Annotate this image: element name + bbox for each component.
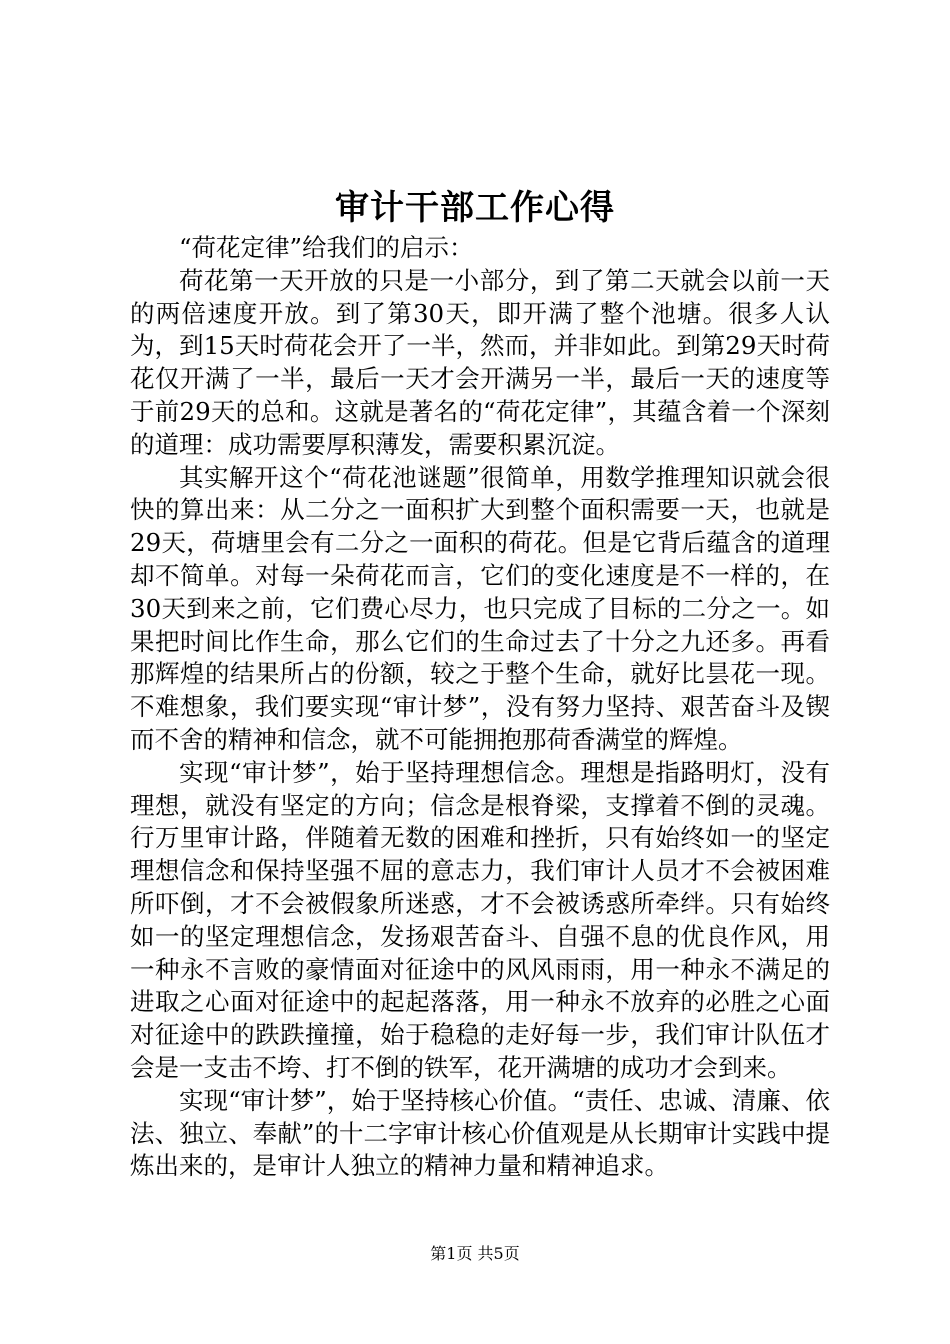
page-number-footer: 第1页 共5页 <box>430 1244 520 1263</box>
paragraph-lotus-puzzle: 其实解开这个“荷花池谜题”很简单，用数学推理知识就会很快的算出来：从二分之一面积扩大到整个面积需要一天，也就是29天，荷塘里会有二分之一面积的荷花。但是它背后蕴含的道理却不简单。对每一朵荷花而言，它们的变化速度是不一样的，在30天到来之前，它们费心尽力，也只完成了目标的二分之一。如果把时间比作生命，那么它们的生命过去了十分之九还多。再看那辉煌的结果所占的份额，较之于整个生命，就好比昙花一现。不难想象，我们要实现“审计梦”，没有努力坚持、艰苦奋斗及锲而不舍的精神和信念，就不可能拥抱那荷香满堂的辉煌。 <box>130 462 830 754</box>
document-title: 审计干部工作心得 <box>335 188 615 228</box>
document-body <box>130 232 830 1183</box>
paragraph-core-values: 实现“审计梦”，始于坚持核心价值。“责任、忠诚、清廉、依法、独立、奉献”的十二字审计核心价值观是从长期审计实践中提炼出来的，是审计人独立的精神力量和精神追求。 <box>130 1085 830 1181</box>
paragraph-lotus-law: 荷花第一天开放的只是一小部分，到了第二天就会以前一天的两倍速度开放。到了第30天，即开满了整个池塘。很多人认为，到15天时荷花会开了一半，然而，并非如此。到第29天时荷花仅开满了一半，最后一天才会开满另一半，最后一天的速度等于前29天的总和。这就是著名的“荷花定律”，其蕴含着一个深刻的道理：成功需要厚积薄发，需要积累沉淀。 <box>130 265 830 459</box>
paragraph-heading-lotus-law: “荷花定律”给我们的启示： <box>179 233 474 262</box>
paragraph-ideals-beliefs: 实现“审计梦”，始于坚持理想信念。理想是指路明灯，没有理想，就没有坚定的方向；信念是根脊梁，支撑着不倒的灵魂。行万里审计路，伴随着无数的困难和挫折，只有始终如一的坚定理想信念和保持坚强不屈的意志力，我们审计人员才不会被困难所吓倒，才不会被假象所迷惑，才不会被诱惑所牵绊。只有始终如一的坚定理想信念，发扬艰苦奋斗、自强不息的优良作风，用一种永不言败的豪情面对征途中的风风雨雨，用一种永不满足的进取之心面对征途中的起起落落，用一种永不放弃的必胜之心面对征途中的跌跌撞撞，始于稳稳的走好每一步，我们审计队伍才会是一支击不垮、打不倒的铁军，花开满塘的成功才会到来。 <box>130 757 830 1082</box>
